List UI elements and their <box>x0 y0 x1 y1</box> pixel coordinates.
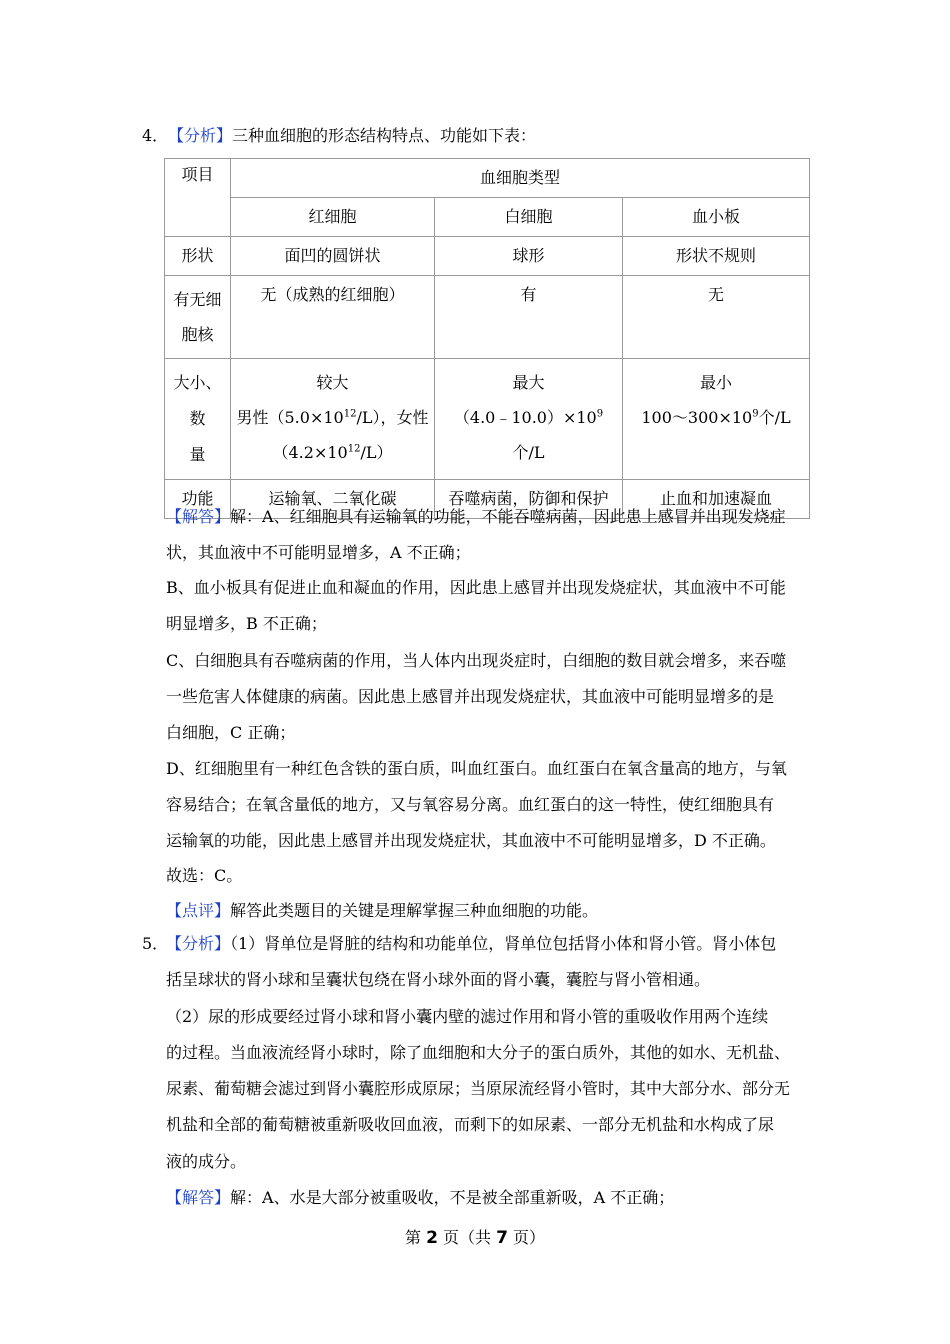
question-5-analysis-line-1 <box>166 934 776 954</box>
question-5-analysis-line-5: 尿素、葡萄糖会滤过到肾小囊腔形成原尿；当原尿流经肾小管时，其中大部分水、部分无 <box>166 1079 791 1098</box>
comment-text: 解答此类题目的关键是理解掌握三种血细胞的功能。 <box>230 901 599 920</box>
row-nucleus-wbc: 有 <box>435 276 623 359</box>
table-header-group: 血细胞类型 <box>231 159 810 198</box>
table-header-wbc: 白细胞 <box>435 198 623 237</box>
analysis-text: 三种血细胞的形态结构特点、功能如下表： <box>232 126 537 145</box>
row-shape-rbc: 面凹的圆饼状 <box>231 237 435 276</box>
question-4-answer-line-10: 运输氧的功能，因此患上感冒并出现发烧症状，其血液中不可能明显增多，D 不正确。 <box>166 831 776 850</box>
rbc-female-value: （4.2×10 <box>272 443 348 462</box>
question-4-answer-line-6: 一些危害人体健康的病菌。因此患上感冒并出现发烧症状，其血液中可能明显增多的是 <box>166 687 775 706</box>
wbc-exponent: 9 <box>596 408 604 420</box>
question-5-analysis-line-7: 液的成分。 <box>166 1152 247 1171</box>
row-nucleus-plt: 无 <box>623 276 810 359</box>
comment-tag: 【点评】 <box>166 901 231 920</box>
wbc-value: （4.0﹣10.0）×10 <box>453 408 597 427</box>
blood-cell-table <box>164 158 810 519</box>
row-size-label-line1: 大小、数 <box>173 373 222 428</box>
row-shape-plt: 形状不规则 <box>623 237 810 276</box>
rbc-male-value: 男性（5.0×10 <box>236 408 344 427</box>
analysis-tag: 【分析】 <box>166 934 231 953</box>
row-size-rbc <box>231 359 435 480</box>
row-function-wbc: 吞噬病菌，防御和保护 <box>435 480 623 519</box>
row-function-rbc: 运输氧、二氧化碳 <box>231 480 435 519</box>
question-4-answer-line-3: B、血小板具有促进止血和凝血的作用，因此患上感冒并出现发烧症状，其血液中不可能 <box>166 578 786 597</box>
plt-value: 100～300×10 <box>641 408 753 427</box>
answer-text: 解：A、红细胞具有运输氧的功能，不能吞噬病菌，因此患上感冒并出现发烧症 <box>230 507 786 526</box>
question-4-number: 4． <box>142 126 169 145</box>
question-5-number: 5． <box>142 934 169 953</box>
answer-tag: 【解答】 <box>166 507 231 526</box>
footer-page-number: 2 <box>426 1228 438 1248</box>
table-header-plt: 血小板 <box>623 198 810 237</box>
plt-unit: 个/L <box>758 408 791 427</box>
row-nucleus-label-line2: 胞核 <box>181 325 214 344</box>
footer-middle: 页（共 <box>437 1228 497 1247</box>
question-5-analysis-line-6: 机盐和全部的葡萄糖被重新吸收回血液，而剩下的如尿素、一部分无机盐和水构成了尿 <box>166 1115 775 1134</box>
row-nucleus-label-line1: 有无细 <box>173 290 222 309</box>
question-4-answer-line-1 <box>166 507 786 527</box>
rbc-female-unit: /L） <box>360 443 393 462</box>
question-4-answer-line-9: 容易结合；在氧含量低的地方，又与氧容易分离。血红蛋白的这一特性，使红细胞具有 <box>166 795 775 814</box>
analysis-tag: 【分析】 <box>168 126 233 145</box>
answer-text: 解：A、水是大部分被重吸收，不是被全部重新吸，A 不正确； <box>230 1188 675 1207</box>
row-nucleus-rbc: 无（成熟的红细胞） <box>231 276 435 359</box>
wbc-unit: 个/L <box>512 443 545 462</box>
table-header-item: 项目 <box>165 159 231 237</box>
question-4-answer-line-7: 白细胞，C 正确； <box>166 723 296 742</box>
row-function-plt: 止血和加速凝血 <box>623 480 810 519</box>
question-4-answer-line-2: 状，其血液中不可能明显增多，A 不正确； <box>166 543 471 562</box>
row-size-label-line2: 量 <box>189 445 206 464</box>
question-4-analysis <box>168 126 536 146</box>
table-header-rbc: 红细胞 <box>231 198 435 237</box>
row-size-wbc-line2 <box>438 400 619 470</box>
rbc-male-exponent: 12 <box>343 408 357 420</box>
analysis-text: （1）肾单位是肾脏的结构和功能单位，肾单位包括肾小体和肾小管。肾小体包 <box>230 934 777 953</box>
question-4-answer-line-4: 明显增多，B 不正确； <box>166 614 327 633</box>
row-size-rbc-line3 <box>234 435 431 470</box>
question-5-answer <box>166 1188 674 1208</box>
row-size-label <box>165 359 231 480</box>
question-5-analysis-line-2: 括呈球状的肾小球和呈囊状包绕在肾小球外面的肾小囊，囊腔与肾小管相通。 <box>166 970 711 989</box>
page-footer <box>0 1228 950 1248</box>
row-size-plt-line1: 最小 <box>700 373 733 392</box>
row-size-wbc-line1: 最大 <box>512 373 545 392</box>
footer-prefix: 第 <box>404 1228 427 1247</box>
footer-suffix: 页） <box>507 1228 546 1247</box>
row-size-rbc-line2 <box>234 400 431 435</box>
rbc-female-exponent: 12 <box>347 443 361 455</box>
row-size-wbc <box>435 359 623 480</box>
question-5-analysis-line-4: 的过程。当血液流经肾小球时，除了血细胞和大分子的蛋白质外，其他的如水、无机盐、 <box>166 1043 791 1062</box>
question-5-analysis-line-3: （2）尿的形成要经过肾小球和肾小囊内壁的滤过作用和肾小管的重吸收作用两个连续 <box>166 1007 769 1026</box>
question-4-answer-line-8: D、红细胞里有一种红色含铁的蛋白质，叫血红蛋白。血红蛋白在氧含量高的地方，与氧 <box>166 759 787 778</box>
rbc-male-unit: /L），女性 <box>356 408 429 427</box>
question-4-answer-line-5: C、白细胞具有吞噬病菌的作用，当人体内出现炎症时，白细胞的数目就会增多，来吞噬 <box>166 651 787 670</box>
row-nucleus-label <box>165 276 231 359</box>
row-size-plt <box>623 359 810 480</box>
row-shape-label: 形状 <box>165 237 231 276</box>
row-size-rbc-line1: 较大 <box>316 373 349 392</box>
plt-exponent: 9 <box>752 408 759 420</box>
answer-tag: 【解答】 <box>166 1188 231 1207</box>
row-size-plt-line2 <box>626 400 806 435</box>
question-4-comment <box>166 901 598 921</box>
footer-total-pages: 7 <box>496 1228 508 1248</box>
row-function-label: 功能 <box>165 480 231 519</box>
question-4-answer-line-11: 故选：C。 <box>166 866 243 885</box>
row-shape-wbc: 球形 <box>435 237 623 276</box>
